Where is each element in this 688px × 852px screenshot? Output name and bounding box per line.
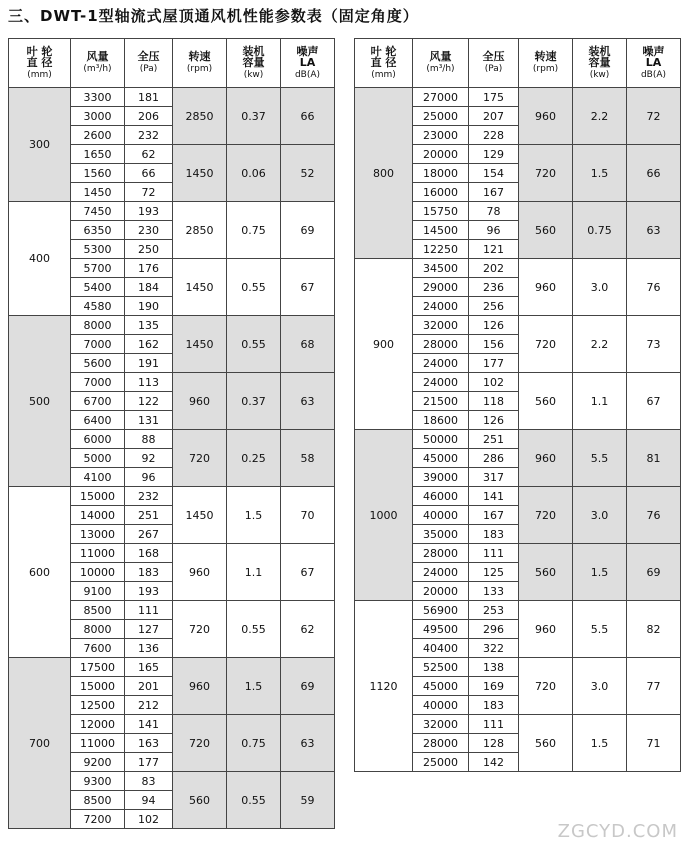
power-cell: 1.5 [573,145,627,202]
pressure-cell: 183 [469,696,519,715]
noise-cell: 66 [627,145,681,202]
airflow-cell: 12000 [71,715,125,734]
pressure-cell: 92 [125,449,173,468]
pressure-cell: 142 [469,753,519,772]
noise-cell: 71 [627,715,681,772]
airflow-cell: 46000 [413,487,469,506]
header-noise-unit: dB(A) [640,69,667,80]
airflow-cell: 50000 [413,430,469,449]
speed-cell: 720 [519,316,573,373]
airflow-cell: 6700 [71,392,125,411]
table-row [355,88,681,107]
pressure-cell: 201 [125,677,173,696]
table-row [9,658,335,677]
pressure-cell: 72 [125,183,173,202]
pressure-cell: 154 [469,164,519,183]
table-body [355,88,681,772]
pressure-cell: 191 [125,354,173,373]
pressure-cell: 322 [469,639,519,658]
pressure-cell: 253 [469,601,519,620]
pressure-cell: 102 [469,373,519,392]
header-power-label: 装机 容量 [588,44,611,69]
noise-cell: 69 [281,202,335,259]
header-power [573,39,627,88]
speed-cell: 960 [173,373,227,430]
noise-cell: 68 [281,316,335,373]
pressure-cell: 141 [469,487,519,506]
power-cell: 0.37 [227,88,281,145]
speed-cell: 560 [519,715,573,772]
speed-cell: 560 [519,544,573,601]
airflow-cell: 20000 [413,145,469,164]
pressure-cell: 127 [125,620,173,639]
pressure-cell: 190 [125,297,173,316]
power-cell: 0.55 [227,316,281,373]
pressure-cell: 184 [125,278,173,297]
pressure-cell: 207 [469,107,519,126]
power-cell: 5.5 [573,601,627,658]
header-diameter [355,39,413,88]
noise-cell: 66 [281,88,335,145]
airflow-cell: 7000 [71,373,125,392]
diameter-cell: 900 [355,259,413,430]
speed-cell: 560 [519,202,573,259]
airflow-cell: 9100 [71,582,125,601]
power-cell: 1.1 [227,544,281,601]
diameter-cell: 1120 [355,601,413,772]
pressure-cell: 125 [469,563,519,582]
header-airflow [413,39,469,88]
speed-cell: 960 [519,430,573,487]
speed-cell: 960 [519,88,573,145]
speed-cell: 720 [519,658,573,715]
pressure-cell: 317 [469,468,519,487]
table-header [355,39,681,88]
pressure-cell: 96 [125,468,173,487]
power-cell: 1.1 [573,373,627,430]
pressure-cell: 165 [125,658,173,677]
pressure-cell: 111 [469,715,519,734]
header-noise [281,39,335,88]
airflow-cell: 12500 [71,696,125,715]
airflow-cell: 40400 [413,639,469,658]
header-airflow-unit: (m³/h) [83,64,112,74]
header-pressure [125,39,173,88]
airflow-cell: 16000 [413,183,469,202]
table-row [9,88,335,107]
airflow-cell: 6400 [71,411,125,430]
pressure-cell: 96 [469,221,519,240]
airflow-cell: 7200 [71,810,125,829]
speed-cell: 960 [519,259,573,316]
airflow-cell: 45000 [413,677,469,696]
airflow-cell: 28000 [413,335,469,354]
pressure-cell: 181 [125,88,173,107]
airflow-cell: 49500 [413,620,469,639]
table-row [355,259,681,278]
diameter-cell: 700 [9,658,71,829]
airflow-cell: 12250 [413,240,469,259]
airflow-cell: 40000 [413,696,469,715]
noise-cell: 76 [627,259,681,316]
airflow-cell: 18600 [413,411,469,430]
pressure-cell: 83 [125,772,173,791]
pressure-cell: 193 [125,582,173,601]
pressure-cell: 251 [125,506,173,525]
airflow-cell: 14500 [413,221,469,240]
pressure-cell: 193 [125,202,173,221]
power-cell: 3.0 [573,658,627,715]
airflow-cell: 3000 [71,107,125,126]
noise-cell: 52 [281,145,335,202]
pressure-cell: 128 [469,734,519,753]
airflow-cell: 4580 [71,297,125,316]
airflow-cell: 25000 [413,107,469,126]
diameter-cell: 1000 [355,430,413,601]
power-cell: 5.5 [573,430,627,487]
pressure-cell: 267 [125,525,173,544]
pressure-cell: 163 [125,734,173,753]
airflow-cell: 6000 [71,430,125,449]
noise-cell: 67 [281,259,335,316]
noise-cell: 62 [281,601,335,658]
table-row [355,430,681,449]
pressure-cell: 176 [125,259,173,278]
airflow-cell: 14000 [71,506,125,525]
noise-cell: 63 [281,715,335,772]
pressure-cell: 136 [125,639,173,658]
airflow-cell: 10000 [71,563,125,582]
pressure-cell: 168 [125,544,173,563]
power-cell: 0.55 [227,259,281,316]
pressure-cell: 183 [125,563,173,582]
header-pressure-unit: (Pa) [484,64,503,74]
power-cell: 1.5 [227,658,281,715]
pressure-cell: 135 [125,316,173,335]
power-cell: 0.75 [573,202,627,259]
pressure-cell: 111 [469,544,519,563]
pressure-cell: 175 [469,88,519,107]
power-cell: 0.55 [227,601,281,658]
speed-cell: 1450 [173,487,227,544]
table-header [9,39,335,88]
airflow-cell: 28000 [413,734,469,753]
speed-cell: 720 [173,715,227,772]
airflow-cell: 8000 [71,316,125,335]
airflow-cell: 17500 [71,658,125,677]
header-speed-unit: (rpm) [186,64,213,74]
noise-cell: 81 [627,430,681,487]
pressure-cell: 88 [125,430,173,449]
header-speed-unit: (rpm) [532,64,559,74]
header-pressure-unit: (Pa) [139,64,158,74]
pressure-cell: 122 [125,392,173,411]
airflow-cell: 8000 [71,620,125,639]
speed-cell: 1450 [173,316,227,373]
power-cell: 3.0 [573,259,627,316]
header-speed [519,39,573,88]
pressure-cell: 251 [469,430,519,449]
airflow-cell: 7600 [71,639,125,658]
page-title: 三、DWT-1型轴流式屋顶通风机性能参数表（固定角度） [8,7,419,25]
power-cell: 0.37 [227,373,281,430]
power-cell: 0.55 [227,772,281,829]
pressure-cell: 94 [125,791,173,810]
airflow-cell: 28000 [413,544,469,563]
airflow-cell: 9200 [71,753,125,772]
speed-cell: 2850 [173,88,227,145]
diameter-cell: 800 [355,88,413,259]
airflow-cell: 35000 [413,525,469,544]
airflow-cell: 11000 [71,544,125,563]
airflow-cell: 27000 [413,88,469,107]
speed-cell: 1450 [173,145,227,202]
airflow-cell: 32000 [413,316,469,335]
header-diameter-label: 叶 轮 直 径 [26,44,53,69]
header-power [227,39,281,88]
power-cell: 1.5 [573,715,627,772]
pressure-cell: 169 [469,677,519,696]
header-speed-label: 转速 [534,50,557,63]
airflow-cell: 24000 [413,297,469,316]
header-diameter-unit: (mm) [371,69,396,80]
power-cell: 2.2 [573,316,627,373]
pressure-cell: 138 [469,658,519,677]
airflow-cell: 15000 [71,677,125,696]
power-cell: 0.75 [227,715,281,772]
header-noise-label: 噪声 LA [642,44,665,69]
airflow-cell: 40000 [413,506,469,525]
airflow-cell: 29000 [413,278,469,297]
header-pressure [469,39,519,88]
pressure-cell: 113 [125,373,173,392]
pressure-cell: 250 [125,240,173,259]
airflow-cell: 34500 [413,259,469,278]
speed-cell: 720 [173,430,227,487]
airflow-cell: 15750 [413,202,469,221]
airflow-cell: 6350 [71,221,125,240]
diameter-cell: 400 [9,202,71,316]
airflow-cell: 45000 [413,449,469,468]
pressure-cell: 102 [125,810,173,829]
pressure-cell: 167 [469,183,519,202]
noise-cell: 77 [627,658,681,715]
watermark: ZGCYD.COM [557,821,678,842]
noise-cell: 63 [627,202,681,259]
airflow-cell: 56900 [413,601,469,620]
header-speed-label: 转速 [188,50,211,63]
header-pressure-label: 全压 [137,50,160,63]
airflow-cell: 20000 [413,582,469,601]
speed-cell: 720 [519,145,573,202]
noise-cell: 72 [627,88,681,145]
noise-cell: 58 [281,430,335,487]
power-cell: 0.25 [227,430,281,487]
noise-cell: 69 [281,658,335,715]
table-row [355,601,681,620]
speed-cell: 960 [519,601,573,658]
pressure-cell: 156 [469,335,519,354]
airflow-cell: 24000 [413,354,469,373]
table-body [9,88,335,829]
pressure-cell: 167 [469,506,519,525]
pressure-cell: 118 [469,392,519,411]
noise-cell: 63 [281,373,335,430]
diameter-cell: 600 [9,487,71,658]
airflow-cell: 24000 [413,373,469,392]
airflow-cell: 18000 [413,164,469,183]
power-cell: 0.75 [227,202,281,259]
airflow-cell: 15000 [71,487,125,506]
airflow-cell: 3300 [71,88,125,107]
table-row [9,316,335,335]
pressure-cell: 256 [469,297,519,316]
pressure-cell: 78 [469,202,519,221]
pressure-cell: 296 [469,620,519,639]
airflow-cell: 5300 [71,240,125,259]
speed-cell: 720 [173,601,227,658]
pressure-cell: 202 [469,259,519,278]
noise-cell: 59 [281,772,335,829]
table-row [9,487,335,506]
header-power-label: 装机 容量 [242,44,265,69]
noise-cell: 73 [627,316,681,373]
header-diameter-unit: (mm) [27,69,52,80]
pressure-cell: 66 [125,164,173,183]
noise-cell: 70 [281,487,335,544]
airflow-cell: 8500 [71,791,125,810]
speed-cell: 1450 [173,259,227,316]
pressure-cell: 129 [469,145,519,164]
pressure-cell: 177 [469,354,519,373]
power-cell: 1.5 [573,544,627,601]
pressure-cell: 162 [125,335,173,354]
header-speed [173,39,227,88]
header-pressure-label: 全压 [482,50,505,63]
airflow-cell: 5600 [71,354,125,373]
pressure-cell: 232 [125,126,173,145]
airflow-cell: 52500 [413,658,469,677]
pressure-cell: 183 [469,525,519,544]
airflow-cell: 4100 [71,468,125,487]
header-airflow-label: 风量 [429,50,452,63]
pressure-cell: 286 [469,449,519,468]
airflow-cell: 24000 [413,563,469,582]
performance-table-right [354,38,681,772]
pressure-cell: 111 [125,601,173,620]
pressure-cell: 141 [125,715,173,734]
speed-cell: 720 [519,487,573,544]
header-diameter [9,39,71,88]
airflow-cell: 1450 [71,183,125,202]
airflow-cell: 5000 [71,449,125,468]
header-power-unit: (kw) [243,69,264,80]
power-cell: 2.2 [573,88,627,145]
header-airflow-label: 风量 [86,50,109,63]
airflow-cell: 8500 [71,601,125,620]
header-power-unit: (kw) [589,69,610,80]
airflow-cell: 32000 [413,715,469,734]
speed-cell: 960 [173,658,227,715]
airflow-cell: 25000 [413,753,469,772]
table-row [9,202,335,221]
pressure-cell: 236 [469,278,519,297]
speed-cell: 960 [173,544,227,601]
airflow-cell: 7450 [71,202,125,221]
pressure-cell: 121 [469,240,519,259]
speed-cell: 560 [173,772,227,829]
header-noise-label: 噪声 LA [296,44,319,69]
noise-cell: 69 [627,544,681,601]
pressure-cell: 228 [469,126,519,145]
pressure-cell: 131 [125,411,173,430]
header-diameter-label: 叶 轮 直 径 [370,44,397,69]
header-airflow [71,39,125,88]
noise-cell: 67 [627,373,681,430]
power-cell: 3.0 [573,487,627,544]
diameter-cell: 300 [9,88,71,202]
speed-cell: 2850 [173,202,227,259]
airflow-cell: 23000 [413,126,469,145]
pressure-cell: 232 [125,487,173,506]
pressure-cell: 133 [469,582,519,601]
airflow-cell: 39000 [413,468,469,487]
noise-cell: 82 [627,601,681,658]
airflow-cell: 21500 [413,392,469,411]
diameter-cell: 500 [9,316,71,487]
airflow-cell: 1560 [71,164,125,183]
pressure-cell: 62 [125,145,173,164]
airflow-cell: 13000 [71,525,125,544]
power-cell: 1.5 [227,487,281,544]
header-airflow-unit: (m³/h) [426,64,455,74]
noise-cell: 76 [627,487,681,544]
airflow-cell: 2600 [71,126,125,145]
airflow-cell: 5700 [71,259,125,278]
airflow-cell: 11000 [71,734,125,753]
pressure-cell: 212 [125,696,173,715]
airflow-cell: 9300 [71,772,125,791]
power-cell: 0.06 [227,145,281,202]
airflow-cell: 7000 [71,335,125,354]
noise-cell: 67 [281,544,335,601]
pressure-cell: 177 [125,753,173,772]
header-noise-unit: dB(A) [294,69,321,80]
pressure-cell: 126 [469,316,519,335]
pressure-cell: 230 [125,221,173,240]
pressure-cell: 206 [125,107,173,126]
pressure-cell: 126 [469,411,519,430]
performance-table-left [8,38,335,829]
header-noise [627,39,681,88]
airflow-cell: 1650 [71,145,125,164]
speed-cell: 560 [519,373,573,430]
airflow-cell: 5400 [71,278,125,297]
